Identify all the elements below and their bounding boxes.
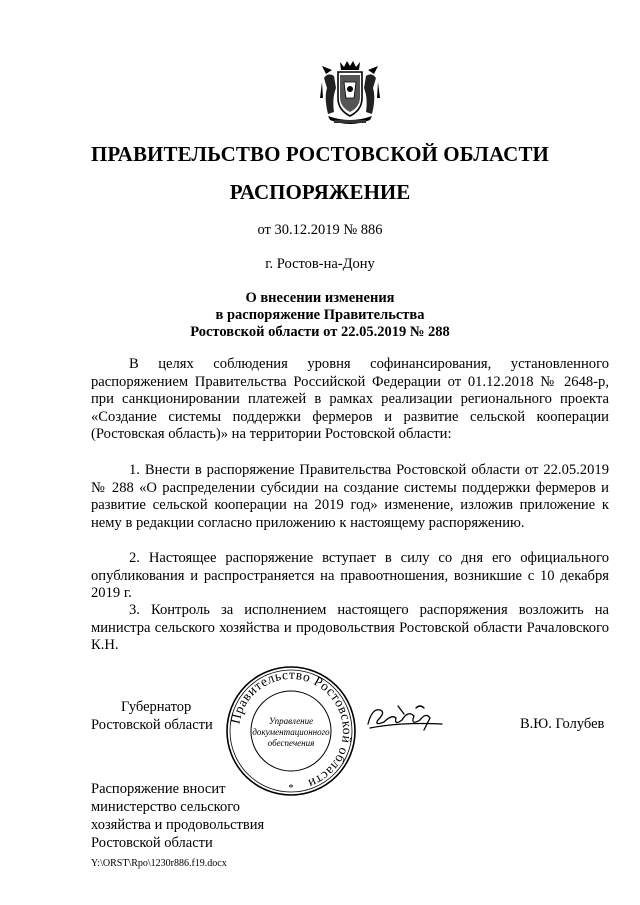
stamp-outer-text: Правительство Ростовской области [227, 666, 356, 792]
signer-name: В.Ю. Голубев [520, 716, 605, 732]
rostov-oblast-coat-of-arms-icon [318, 58, 382, 126]
government-title: ПРАВИТЕЛЬСТВО РОСТОВСКОЙ ОБЛАСТИ [91, 142, 549, 166]
submitted-line: Распоряжение вносит [91, 781, 226, 797]
item-1-paragraph: 1. Внести в распоряжение Правительства Ростовской области от 22.05.2019 № 288 «О распределении субсидии на создание системы поддержки фермеров и развитие сельской кооперации на 2019 год» изменение, изложив приложение к нему в редакции согласно приложению к настоящему распоряжению. [91, 462, 609, 531]
city: г. Ростов-на-Дону [265, 256, 375, 272]
handwritten-signature-icon [364, 700, 446, 736]
subject-line: Ростовской области от 22.05.2019 № 288 [190, 324, 450, 340]
date-and-number: от 30.12.2019 № 886 [257, 222, 383, 238]
stamp-inner-line: документационного [252, 727, 330, 737]
svg-text:*: * [288, 782, 294, 794]
position-line: Губернатор [121, 699, 192, 715]
submitted-line: Ростовской области [91, 835, 213, 851]
preamble-paragraph: В целях соблюдения уровня софинансирования, установленного распоряжением Правительства Российской Федерации от 01.12.2018 № 2648-р, при санкционировании платежей в рамках реализации регионального проекта «Создание системы поддержки фермеров и развитие сельской кооперации (Ростовская область)» на территории Ростовской области: [91, 356, 609, 443]
subject-line: О внесении изменения [245, 290, 395, 306]
submitted-by-block [91, 780, 264, 852]
submitted-line: хозяйства и продовольствия [91, 817, 265, 833]
submitted-line: министерство сельского [91, 799, 241, 815]
stamp-inner-line: Управление [268, 716, 314, 726]
document-subject [0, 290, 640, 341]
document-type-heading: РАСПОРЯЖЕНИЕ [229, 180, 411, 204]
file-path-footer: Y:\ORST\Rpo\1230r886.f19.docx [91, 858, 227, 869]
official-stamp [224, 664, 358, 798]
subject-line: в распоряжение Правительства [215, 307, 425, 323]
position-line: Ростовской области [91, 717, 213, 733]
signatory-position [91, 698, 213, 734]
stamp-inner-line: обеспечения [267, 738, 315, 748]
item-3-paragraph: 3. Контроль за исполнением настоящего распоряжения возложить на министра сельского хозяйства и продовольствия Ростовской области Рачаловского К.Н. [91, 602, 609, 654]
item-2-paragraph: 2. Настоящее распоряжение вступает в силу со дня его официального опубликования и распространяется на правоотношения, возникшие с 10 декабря 2019 г. [91, 550, 609, 602]
